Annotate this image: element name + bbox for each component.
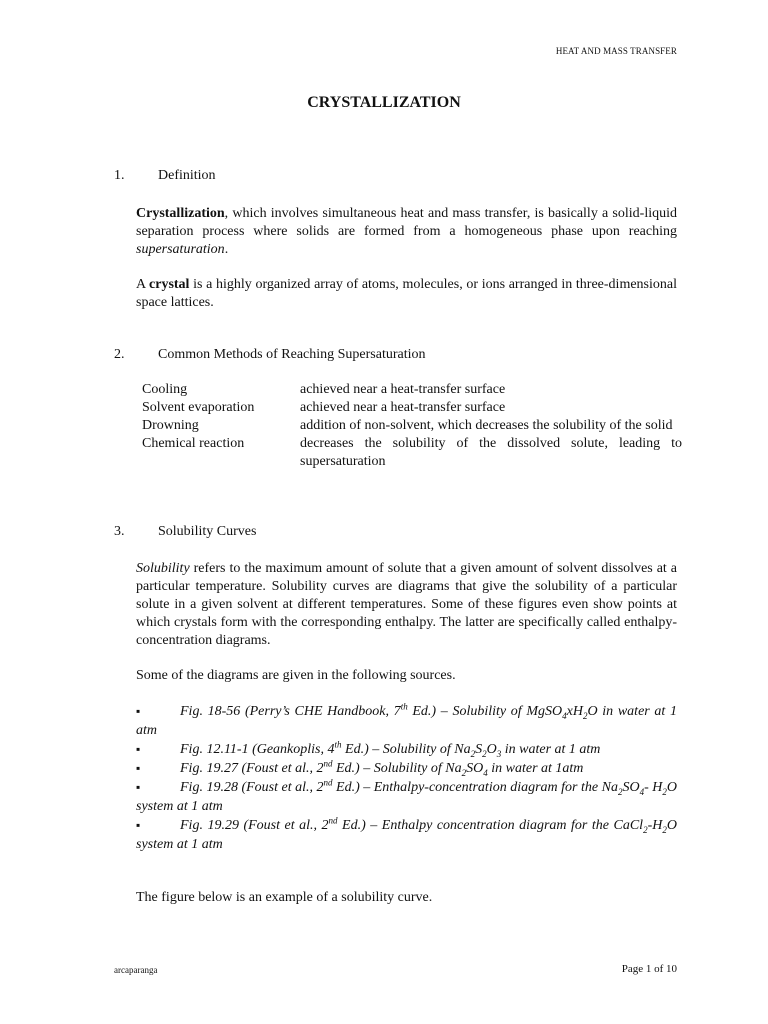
method-name: Cooling: [142, 382, 188, 397]
method-name: Chemical reaction: [142, 436, 245, 451]
source-sub: 2: [662, 824, 667, 835]
source-text: Ed.) – Enthalpy concentration diagram for the CaCl: [337, 818, 644, 833]
sources-intro: Some of the diagrams are given in the following sources.: [136, 668, 456, 683]
method-row: [142, 399, 682, 417]
method-name: Solvent evaporation: [142, 400, 255, 415]
source-text: Fig. 18-56 (Perry’s CHE Handbook, 7: [180, 704, 401, 719]
source-sub: 2: [582, 710, 588, 721]
list-item: [136, 778, 677, 816]
source-sub: 4: [562, 710, 567, 721]
method-description: decreases the solubility of the dissolved solute, leading to supersaturation: [300, 436, 682, 469]
bullet-icon: ▪: [136, 818, 141, 832]
section-2-number: 2.: [114, 347, 125, 362]
definition-paragraph: [136, 205, 677, 259]
footer-author: arcaparanga: [114, 965, 158, 975]
page-title: CRYSTALLIZATION: [307, 94, 461, 111]
source-text: SO: [622, 780, 640, 795]
figure-intro: The figure below is an example of a solubility curve.: [136, 890, 433, 905]
source-text: O system at 1 atm: [136, 818, 677, 852]
bullet-icon: ▪: [136, 704, 141, 718]
term-solubility: Solubility: [136, 561, 190, 576]
methods-table: [142, 381, 682, 471]
source-sub: 4: [639, 786, 645, 797]
source-text: - H: [644, 780, 663, 795]
definition-period: .: [224, 242, 229, 257]
list-item: [136, 816, 677, 854]
solubility-paragraph: [136, 560, 677, 650]
section-1-title: Definition: [158, 168, 216, 183]
bullet-icon: ▪: [136, 761, 141, 775]
source-sup: nd: [323, 777, 333, 788]
definition-text: , which involves simultaneous heat and mass transfer, is basically a solid-liquid separation process where solids are formed from a homogeneous phase upon reaching: [136, 206, 677, 239]
source-sub: 2: [617, 786, 623, 797]
method-row: [142, 381, 682, 399]
source-text: in water at 1 atm: [501, 742, 601, 757]
source-text: Ed.) – Solubility of Na: [332, 761, 462, 776]
sources-list: [136, 702, 677, 854]
source-text: Fig. 12.11-1 (Geankoplis, 4: [180, 742, 335, 757]
method-row: [142, 417, 682, 435]
method-description: addition of non-solvent, which decreases the solubility of the solid: [300, 418, 673, 433]
source-text: xH: [566, 704, 583, 719]
method-description: achieved near a heat-transfer surface: [300, 400, 506, 415]
source-sup: nd: [328, 815, 338, 826]
section-2-title: Common Methods of Reaching Supersaturation: [158, 347, 426, 362]
source-text: Fig. 19.29 (Foust et al., 2: [180, 818, 329, 833]
source-sub: 3: [496, 748, 502, 759]
list-item: [136, 702, 677, 740]
source-sub: 2: [461, 767, 467, 778]
source-text: Fig. 19.28 (Foust et al., 2: [180, 780, 324, 795]
running-header: HEAT AND MASS TRANSFER: [555, 46, 677, 56]
method-name: Drowning: [142, 418, 199, 433]
source-sub: 4: [483, 767, 488, 778]
section-1-number: 1.: [114, 168, 125, 183]
term-crystal: crystal: [149, 277, 190, 292]
term-crystallization: Crystallization: [136, 206, 225, 221]
section-3-title: Solubility Curves: [158, 524, 257, 539]
method-description: achieved near a heat-transfer surface: [300, 382, 506, 397]
source-sub: 2: [662, 786, 667, 797]
section-3-number: 3.: [114, 524, 125, 539]
bullet-icon: ▪: [136, 780, 141, 794]
source-text: O system at 1 atm: [136, 780, 677, 814]
source-sub: 2: [643, 824, 648, 835]
source-text: O: [486, 742, 497, 757]
crystal-text-start: A: [136, 277, 150, 292]
source-sub: 2: [470, 748, 476, 759]
source-text: in water at 1atm: [487, 761, 584, 776]
source-sup: nd: [323, 758, 333, 769]
crystal-paragraph: [136, 276, 677, 312]
source-text: SO: [466, 761, 484, 776]
source-text: Fig. 19.27 (Foust et al., 2: [180, 761, 324, 776]
page-number: Page 1 of 10: [621, 963, 677, 975]
bullet-icon: ▪: [136, 742, 141, 756]
source-sup: th: [400, 701, 408, 712]
solubility-text: refers to the maximum amount of solute that a given amount of solvent dissolves at a particular temperature. Solubility curves are diagrams that give the solubility of a particular solute in a given solvent at different temperatures. Some of these figures even show points at which crystals form with the corresponding enthalpy. The latter are specifically called enthalpy-concentration diagrams.: [136, 561, 677, 648]
source-text: O in water at 1 atm: [136, 704, 677, 738]
source-sub: 2: [482, 748, 487, 759]
source-text: Ed.) – Solubility of MgSO: [407, 704, 563, 719]
list-item: [136, 740, 677, 759]
crystal-text: is a highly organized array of atoms, molecules, or ions arranged in three-dimensional space lattices.: [136, 277, 677, 310]
method-row: [142, 435, 682, 471]
source-text: Ed.) – Solubility of Na: [341, 742, 471, 757]
list-item: [136, 759, 677, 778]
source-text: S: [475, 742, 483, 757]
term-supersaturation: supersaturation: [136, 242, 225, 257]
source-text: -H: [647, 818, 663, 833]
source-text: Ed.) – Enthalpy-concentration diagram for the Na: [332, 780, 618, 795]
source-sup: th: [334, 739, 342, 750]
